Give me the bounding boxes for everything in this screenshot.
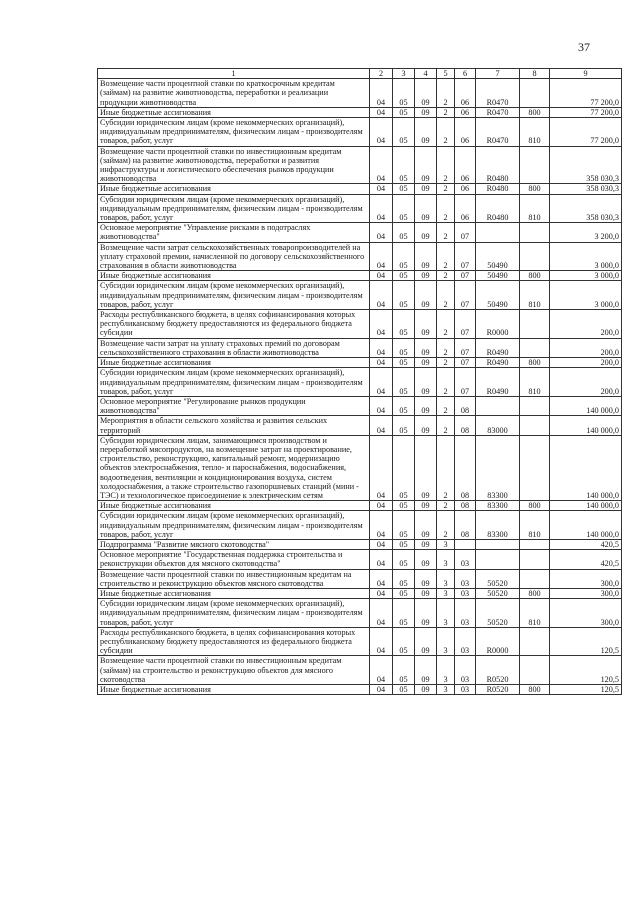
event-code: 07 xyxy=(455,310,476,339)
row-name: Подпрограмма "Развитие мясного скотоводства" xyxy=(98,539,370,549)
table-row xyxy=(98,685,622,695)
direction-code: 83300 xyxy=(476,501,520,511)
event-code: 06 xyxy=(455,184,476,194)
subsection-code: 05 xyxy=(393,281,415,310)
subsection-code: 05 xyxy=(393,627,415,656)
expense-type-code xyxy=(520,435,550,500)
row-name: Основное мероприятие "Управление рисками в подотраслях животноводства" xyxy=(98,223,370,242)
amount: 420,5 xyxy=(550,539,622,549)
direction-code: R0520 xyxy=(476,685,520,695)
row-name: Возмещение части процентной ставки по инвестиционным кредитам (займам) на развитие животноводства, переработки и развития инфраструктуры и логистического обеспечения рынков продукции животноводства xyxy=(98,146,370,184)
subprogram-code: 2 xyxy=(437,184,455,194)
event-code: 08 xyxy=(455,511,476,540)
event-code: 03 xyxy=(455,588,476,598)
expense-type-code xyxy=(520,656,550,685)
table-row xyxy=(98,656,622,685)
program-code: 09 xyxy=(415,569,437,588)
direction-code: 83000 xyxy=(476,416,520,435)
section-code: 04 xyxy=(370,550,393,569)
row-name: Основное мероприятие "Государственная поддержка строительства и реконструкции объектов для мясного скотоводства" xyxy=(98,550,370,569)
subprogram-code: 2 xyxy=(437,368,455,397)
subsection-code: 05 xyxy=(393,511,415,540)
amount: 300,0 xyxy=(550,569,622,588)
direction-code: 50520 xyxy=(476,588,520,598)
subsection-code: 05 xyxy=(393,588,415,598)
event-code: 07 xyxy=(455,281,476,310)
subsection-code: 05 xyxy=(393,146,415,184)
event-code: 07 xyxy=(455,368,476,397)
direction-code: R0490 xyxy=(476,338,520,357)
subsection-code: 05 xyxy=(393,242,415,271)
expense-type-code xyxy=(520,550,550,569)
column-header: 2 xyxy=(370,69,393,79)
expense-type-code: 800 xyxy=(520,588,550,598)
section-code: 04 xyxy=(370,107,393,117)
subprogram-code: 3 xyxy=(437,588,455,598)
subsection-code: 05 xyxy=(393,310,415,339)
expense-type-code xyxy=(520,569,550,588)
event-code: 06 xyxy=(455,118,476,147)
direction-code: R0490 xyxy=(476,358,520,368)
program-code: 09 xyxy=(415,118,437,147)
row-name: Субсидии юридическим лицам (кроме некоммерческих организаций), индивидуальным предпринимателям, физическим лицам - производителям товаров, работ, услуг xyxy=(98,194,370,223)
table-row xyxy=(98,396,622,415)
direction-code: R0480 xyxy=(476,194,520,223)
table-row xyxy=(98,184,622,194)
amount: 420,5 xyxy=(550,550,622,569)
subsection-code: 05 xyxy=(393,79,415,108)
row-name: Иные бюджетные ассигнования xyxy=(98,501,370,511)
table-row xyxy=(98,79,622,108)
event-code: 07 xyxy=(455,223,476,242)
subprogram-code: 2 xyxy=(437,416,455,435)
direction-code: R0490 xyxy=(476,368,520,397)
expense-type-code: 810 xyxy=(520,368,550,397)
direction-code: 50490 xyxy=(476,242,520,271)
direction-code: 83300 xyxy=(476,511,520,540)
table-row xyxy=(98,501,622,511)
program-code: 09 xyxy=(415,396,437,415)
event-code: 03 xyxy=(455,569,476,588)
event-code: 08 xyxy=(455,416,476,435)
event-code: 08 xyxy=(455,501,476,511)
program-code: 09 xyxy=(415,539,437,549)
row-name: Иные бюджетные ассигнования xyxy=(98,358,370,368)
column-header: 5 xyxy=(437,69,455,79)
section-code: 04 xyxy=(370,223,393,242)
direction-code xyxy=(476,223,520,242)
event-code: 08 xyxy=(455,396,476,415)
table-row xyxy=(98,627,622,656)
row-name: Расходы республиканского бюджета, в целях софинансирования которых республиканскому бюджету предоставляются из федерального бюджета субсидии xyxy=(98,627,370,656)
direction-code xyxy=(476,396,520,415)
subprogram-code: 3 xyxy=(437,599,455,628)
row-name: Возмещение части затрат сельскохозяйственных товаропроизводителей на уплату страховой премии, начисленной по договору сельскохозяйственного страхования в области животноводства xyxy=(98,242,370,271)
table-row xyxy=(98,550,622,569)
amount: 120,5 xyxy=(550,656,622,685)
subprogram-code: 2 xyxy=(437,501,455,511)
table-row xyxy=(98,310,622,339)
amount: 140 000,0 xyxy=(550,435,622,500)
amount: 3 200,0 xyxy=(550,223,622,242)
direction-code: 50490 xyxy=(476,281,520,310)
amount: 300,0 xyxy=(550,588,622,598)
amount: 140 000,0 xyxy=(550,501,622,511)
expense-type-code: 810 xyxy=(520,194,550,223)
event-code: 03 xyxy=(455,550,476,569)
event-code: 03 xyxy=(455,627,476,656)
table-row xyxy=(98,435,622,500)
row-name: Иные бюджетные ассигнования xyxy=(98,685,370,695)
table-row xyxy=(98,599,622,628)
program-code: 09 xyxy=(415,511,437,540)
direction-code: 50520 xyxy=(476,569,520,588)
subsection-code: 05 xyxy=(393,656,415,685)
section-code: 04 xyxy=(370,396,393,415)
expense-type-code: 800 xyxy=(520,271,550,281)
column-header: 3 xyxy=(393,69,415,79)
table-row xyxy=(98,588,622,598)
table-row xyxy=(98,281,622,310)
subprogram-code: 2 xyxy=(437,79,455,108)
amount: 77 200,0 xyxy=(550,107,622,117)
program-code: 09 xyxy=(415,685,437,695)
section-code: 04 xyxy=(370,281,393,310)
program-code: 09 xyxy=(415,223,437,242)
section-code: 04 xyxy=(370,501,393,511)
expense-type-code: 810 xyxy=(520,511,550,540)
subsection-code: 05 xyxy=(393,338,415,357)
direction-code: 50520 xyxy=(476,599,520,628)
table-header xyxy=(98,69,622,79)
amount: 200,0 xyxy=(550,338,622,357)
budget-table xyxy=(97,68,622,695)
subsection-code: 05 xyxy=(393,396,415,415)
row-name: Субсидии юридическим лицам (кроме некоммерческих организаций), индивидуальным предпринимателям, физическим лицам - производителям товаров, работ, услуг xyxy=(98,511,370,540)
subprogram-code: 3 xyxy=(437,550,455,569)
section-code: 04 xyxy=(370,511,393,540)
row-name: Иные бюджетные ассигнования xyxy=(98,588,370,598)
subprogram-code: 2 xyxy=(437,194,455,223)
subprogram-code: 2 xyxy=(437,281,455,310)
row-name: Иные бюджетные ассигнования xyxy=(98,184,370,194)
program-code: 09 xyxy=(415,271,437,281)
subprogram-code: 2 xyxy=(437,310,455,339)
event-code: 07 xyxy=(455,338,476,357)
subsection-code: 05 xyxy=(393,358,415,368)
expense-type-code: 810 xyxy=(520,118,550,147)
table-row xyxy=(98,271,622,281)
subprogram-code: 2 xyxy=(437,358,455,368)
subsection-code: 05 xyxy=(393,539,415,549)
table-row xyxy=(98,242,622,271)
subsection-code: 05 xyxy=(393,599,415,628)
subsection-code: 05 xyxy=(393,107,415,117)
section-code: 04 xyxy=(370,358,393,368)
row-name: Субсидии юридическим лицам (кроме некоммерческих организаций), индивидуальным предпринимателям, физическим лицам - производителям товаров, работ, услуг xyxy=(98,599,370,628)
event-code: 03 xyxy=(455,685,476,695)
subprogram-code: 2 xyxy=(437,223,455,242)
event-code: 06 xyxy=(455,79,476,108)
section-code: 04 xyxy=(370,685,393,695)
expense-type-code xyxy=(520,338,550,357)
table-row xyxy=(98,338,622,357)
expense-type-code: 800 xyxy=(520,685,550,695)
subprogram-code: 2 xyxy=(437,338,455,357)
expense-type-code xyxy=(520,627,550,656)
amount: 3 000,0 xyxy=(550,271,622,281)
table-row xyxy=(98,569,622,588)
section-code: 04 xyxy=(370,599,393,628)
amount: 120,5 xyxy=(550,627,622,656)
page-number: 37 xyxy=(578,40,590,54)
row-name: Основное мероприятие "Регулирование рынков продукции животноводства" xyxy=(98,396,370,415)
event-code: 03 xyxy=(455,599,476,628)
amount: 140 000,0 xyxy=(550,511,622,540)
direction-code: R0000 xyxy=(476,310,520,339)
row-name: Возмещение части процентной ставки по инвестиционным кредитам (займам) на строительство и реконструкцию объектов для мясного скотоводства xyxy=(98,656,370,685)
section-code: 04 xyxy=(370,194,393,223)
row-name: Возмещение части затрат на уплату страховых премий по договорам сельскохозяйственного страхования в области животноводства xyxy=(98,338,370,357)
subprogram-code: 3 xyxy=(437,656,455,685)
section-code: 04 xyxy=(370,588,393,598)
subsection-code: 05 xyxy=(393,368,415,397)
section-code: 04 xyxy=(370,146,393,184)
subprogram-code: 2 xyxy=(437,107,455,117)
section-code: 04 xyxy=(370,242,393,271)
expense-type-code: 810 xyxy=(520,599,550,628)
direction-code: R0520 xyxy=(476,656,520,685)
program-code: 09 xyxy=(415,599,437,628)
subsection-code: 05 xyxy=(393,569,415,588)
direction-code: R0480 xyxy=(476,146,520,184)
amount: 140 000,0 xyxy=(550,416,622,435)
row-name: Возмещение части процентной ставки по инвестиционным кредитам на строительство и реконструкцию объектов мясного скотоводства xyxy=(98,569,370,588)
expense-type-code: 800 xyxy=(520,501,550,511)
amount: 200,0 xyxy=(550,358,622,368)
subsection-code: 05 xyxy=(393,271,415,281)
expense-type-code: 810 xyxy=(520,281,550,310)
program-code: 09 xyxy=(415,435,437,500)
program-code: 09 xyxy=(415,242,437,271)
amount: 140 000,0 xyxy=(550,396,622,415)
event-code: 06 xyxy=(455,146,476,184)
subprogram-code: 2 xyxy=(437,146,455,184)
row-name: Субсидии юридическим лицам (кроме некоммерческих организаций), индивидуальным предпринимателям, физическим лицам - производителям товаров, работ, услуг xyxy=(98,118,370,147)
direction-code xyxy=(476,539,520,549)
section-code: 04 xyxy=(370,569,393,588)
subprogram-code: 2 xyxy=(437,511,455,540)
row-name: Расходы республиканского бюджета, в целях софинансирования которых республиканскому бюджету предоставляются из федерального бюджета субсидии xyxy=(98,310,370,339)
subprogram-code: 3 xyxy=(437,627,455,656)
section-code: 04 xyxy=(370,271,393,281)
column-header: 6 xyxy=(455,69,476,79)
program-code: 09 xyxy=(415,194,437,223)
subsection-code: 05 xyxy=(393,223,415,242)
subsection-code: 05 xyxy=(393,194,415,223)
program-code: 09 xyxy=(415,627,437,656)
section-code: 04 xyxy=(370,656,393,685)
direction-code: R0470 xyxy=(476,118,520,147)
amount: 200,0 xyxy=(550,368,622,397)
subprogram-code: 2 xyxy=(437,242,455,271)
expense-type-code xyxy=(520,416,550,435)
row-name: Мероприятия в области сельского хозяйства и развития сельских территорий xyxy=(98,416,370,435)
section-code: 04 xyxy=(370,184,393,194)
program-code: 09 xyxy=(415,550,437,569)
amount: 120,5 xyxy=(550,685,622,695)
direction-code: 83300 xyxy=(476,435,520,500)
expense-type-code: 800 xyxy=(520,107,550,117)
amount: 200,0 xyxy=(550,310,622,339)
table-row xyxy=(98,416,622,435)
expense-type-code xyxy=(520,242,550,271)
direction-code: R0000 xyxy=(476,627,520,656)
direction-code: 50490 xyxy=(476,271,520,281)
table-row xyxy=(98,539,622,549)
program-code: 09 xyxy=(415,656,437,685)
program-code: 09 xyxy=(415,79,437,108)
table-row xyxy=(98,511,622,540)
program-code: 09 xyxy=(415,184,437,194)
expense-type-code: 800 xyxy=(520,184,550,194)
amount: 77 200,0 xyxy=(550,79,622,108)
section-code: 04 xyxy=(370,627,393,656)
subprogram-code: 3 xyxy=(437,539,455,549)
row-name: Иные бюджетные ассигнования xyxy=(98,107,370,117)
expense-type-code xyxy=(520,146,550,184)
event-code: 06 xyxy=(455,107,476,117)
table-row xyxy=(98,107,622,117)
subsection-code: 05 xyxy=(393,435,415,500)
subprogram-code: 3 xyxy=(437,685,455,695)
row-name: Субсидии юридическим лицам (кроме некоммерческих организаций), индивидуальным предпринимателям, физическим лицам - производителям товаров, работ, услуг xyxy=(98,368,370,397)
column-header: 4 xyxy=(415,69,437,79)
expense-type-code xyxy=(520,396,550,415)
program-code: 09 xyxy=(415,146,437,184)
program-code: 09 xyxy=(415,358,437,368)
expense-type-code xyxy=(520,310,550,339)
table-body xyxy=(98,79,622,695)
subprogram-code: 2 xyxy=(437,396,455,415)
amount: 77 200,0 xyxy=(550,118,622,147)
table-row xyxy=(98,368,622,397)
section-code: 04 xyxy=(370,368,393,397)
expense-type-code: 800 xyxy=(520,358,550,368)
direction-code xyxy=(476,550,520,569)
table-row xyxy=(98,223,622,242)
row-name: Возмещение части процентной ставки по краткосрочным кредитам (займам) на развитие животноводства, переработки и реализации продукции животноводства xyxy=(98,79,370,108)
subprogram-code: 3 xyxy=(437,569,455,588)
header-row xyxy=(98,69,622,79)
event-code: 03 xyxy=(455,656,476,685)
column-header: 9 xyxy=(550,69,622,79)
section-code: 04 xyxy=(370,539,393,549)
event-code: 08 xyxy=(455,435,476,500)
expense-type-code xyxy=(520,223,550,242)
subsection-code: 05 xyxy=(393,118,415,147)
program-code: 09 xyxy=(415,501,437,511)
subsection-code: 05 xyxy=(393,550,415,569)
table-row xyxy=(98,118,622,147)
program-code: 09 xyxy=(415,338,437,357)
event-code: 07 xyxy=(455,242,476,271)
row-name: Субсидии юридическим лицам, занимающимся производством и переработкой мясопродуктов, на возмещение затрат на проектирование, строительство, реконструкцию, капитальный ремонт, модернизацию объектов электроснабжения, тепло- и пароснабжения, водоснабжения, водоотведения, вентиляции и кондиционирования воздуха, систем холодоснабжения, а также строительство газопоршневых станций (мини - ТЭС) и технологическое присоединение к электрическим сетям xyxy=(98,435,370,500)
subprogram-code: 2 xyxy=(437,435,455,500)
event-code: 06 xyxy=(455,194,476,223)
program-code: 09 xyxy=(415,416,437,435)
column-header: 8 xyxy=(520,69,550,79)
amount: 358 030,3 xyxy=(550,194,622,223)
program-code: 09 xyxy=(415,588,437,598)
amount: 358 030,3 xyxy=(550,184,622,194)
amount: 3 000,0 xyxy=(550,242,622,271)
direction-code: R0470 xyxy=(476,107,520,117)
row-name: Иные бюджетные ассигнования xyxy=(98,271,370,281)
row-name: Субсидии юридическим лицам (кроме некоммерческих организаций), индивидуальным предпринимателям, физическим лицам - производителям товаров, работ, услуг xyxy=(98,281,370,310)
program-code: 09 xyxy=(415,107,437,117)
program-code: 09 xyxy=(415,368,437,397)
table-row xyxy=(98,146,622,184)
direction-code: R0480 xyxy=(476,184,520,194)
event-code: 07 xyxy=(455,358,476,368)
amount: 3 000,0 xyxy=(550,281,622,310)
column-header: 1 xyxy=(98,69,370,79)
table-row xyxy=(98,358,622,368)
program-code: 09 xyxy=(415,281,437,310)
section-code: 04 xyxy=(370,338,393,357)
program-code: 09 xyxy=(415,310,437,339)
subsection-code: 05 xyxy=(393,685,415,695)
amount: 358 030,3 xyxy=(550,146,622,184)
section-code: 04 xyxy=(370,416,393,435)
section-code: 04 xyxy=(370,310,393,339)
subprogram-code: 2 xyxy=(437,271,455,281)
column-header: 7 xyxy=(476,69,520,79)
subsection-code: 05 xyxy=(393,416,415,435)
event-code xyxy=(455,539,476,549)
table-row xyxy=(98,194,622,223)
subsection-code: 05 xyxy=(393,501,415,511)
amount: 300,0 xyxy=(550,599,622,628)
section-code: 04 xyxy=(370,79,393,108)
expense-type-code xyxy=(520,539,550,549)
event-code: 07 xyxy=(455,271,476,281)
expense-type-code xyxy=(520,79,550,108)
subprogram-code: 2 xyxy=(437,118,455,147)
section-code: 04 xyxy=(370,118,393,147)
subsection-code: 05 xyxy=(393,184,415,194)
direction-code: R0470 xyxy=(476,79,520,108)
section-code: 04 xyxy=(370,435,393,500)
